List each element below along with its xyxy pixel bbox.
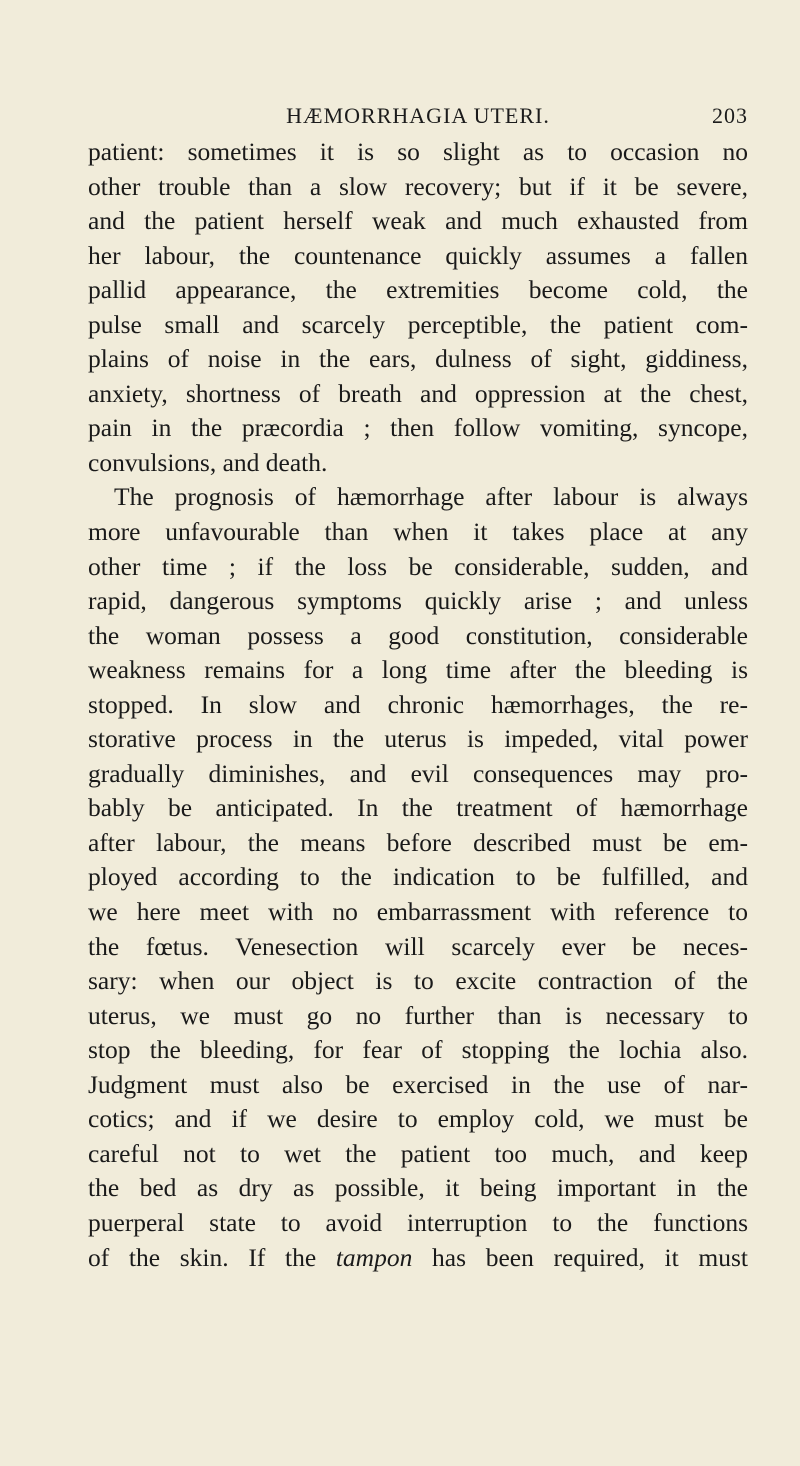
text-line: puerperal state to avoid interruption to the functions xyxy=(88,1207,748,1237)
text-line: and the patient herself weak and much exhausted from xyxy=(88,206,748,236)
text-line: pulse small and scarcely perceptible, the patient com- xyxy=(88,309,748,339)
text-line: Judgment must also be exercised in the use of nar- xyxy=(88,1069,748,1099)
text-line: bably be anticipated. In the treatment of hæmorrhage xyxy=(88,793,748,823)
text-line: careful not to wet the patient too much, and keep xyxy=(88,1138,748,1168)
text-line: after labour, the means before described must be em- xyxy=(88,827,748,857)
text-line: other trouble than a slow recovery; but if it be severe, xyxy=(88,171,748,201)
text-line: we here meet with no embarrassment with reference to xyxy=(88,897,748,927)
body-text xyxy=(88,135,748,1275)
text-line: more unfavourable than when it takes place at any xyxy=(88,517,748,547)
text-line: sary: when our object is to excite contraction of the xyxy=(88,966,748,996)
text-line: stop the bleeding, for fear of stopping the lochia also. xyxy=(88,1035,748,1065)
text-segment: of the skin. If the xyxy=(88,1242,336,1272)
text-line: plains of noise in the ears, dulness of sight, giddiness, xyxy=(88,344,748,374)
text-line: uterus, we must go no further than is necessary to xyxy=(88,1000,748,1030)
text-line: stopped. In slow and chronic hæmorrhages, the re- xyxy=(88,689,748,719)
text-line: convulsions, and death. xyxy=(88,447,328,477)
text-line: gradually diminishes, and evil consequences may pro- xyxy=(88,758,748,788)
text-line: her labour, the countenance quickly assumes a fallen xyxy=(88,240,748,270)
text-line: ployed according to the indication to be fulfilled, and xyxy=(88,862,748,892)
text-line: rapid, dangerous symptoms quickly arise ; and unless xyxy=(88,586,748,616)
text-line: pain in the præcordia ; then follow vomiting, syncope, xyxy=(88,413,748,443)
text-line: other time ; if the loss be considerable, sudden, and xyxy=(88,551,748,581)
running-head xyxy=(88,103,748,133)
text-line: the woman possess a good constitution, considerable xyxy=(88,620,748,650)
text-line: storative process in the uterus is impeded, vital power xyxy=(88,724,748,754)
page-number: 203 xyxy=(712,103,748,128)
text-line: the fœtus. Venesection will scarcely ever be neces- xyxy=(88,931,748,961)
text-line: weakness remains for a long time after the bleeding is xyxy=(88,655,748,685)
text-line: pallid appearance, the extremities become cold, the xyxy=(88,275,748,305)
text-segment: has been required, it must xyxy=(412,1242,748,1272)
text-line: the bed as dry as possible, it being important in the xyxy=(88,1173,748,1203)
text-line: anxiety, shortness of breath and oppression at the chest, xyxy=(88,378,748,408)
running-title: HÆMORRHAGIA UTERI. xyxy=(286,103,550,128)
paragraph-start-line: The prognosis of hæmorrhage after labour is always xyxy=(114,482,748,512)
text-line: cotics; and if we desire to employ cold, we must be xyxy=(88,1104,748,1134)
text-line xyxy=(88,1241,748,1276)
italic-term: tampon xyxy=(335,1242,413,1272)
text-line: patient: sometimes it is so slight as to occasion no xyxy=(88,137,748,166)
